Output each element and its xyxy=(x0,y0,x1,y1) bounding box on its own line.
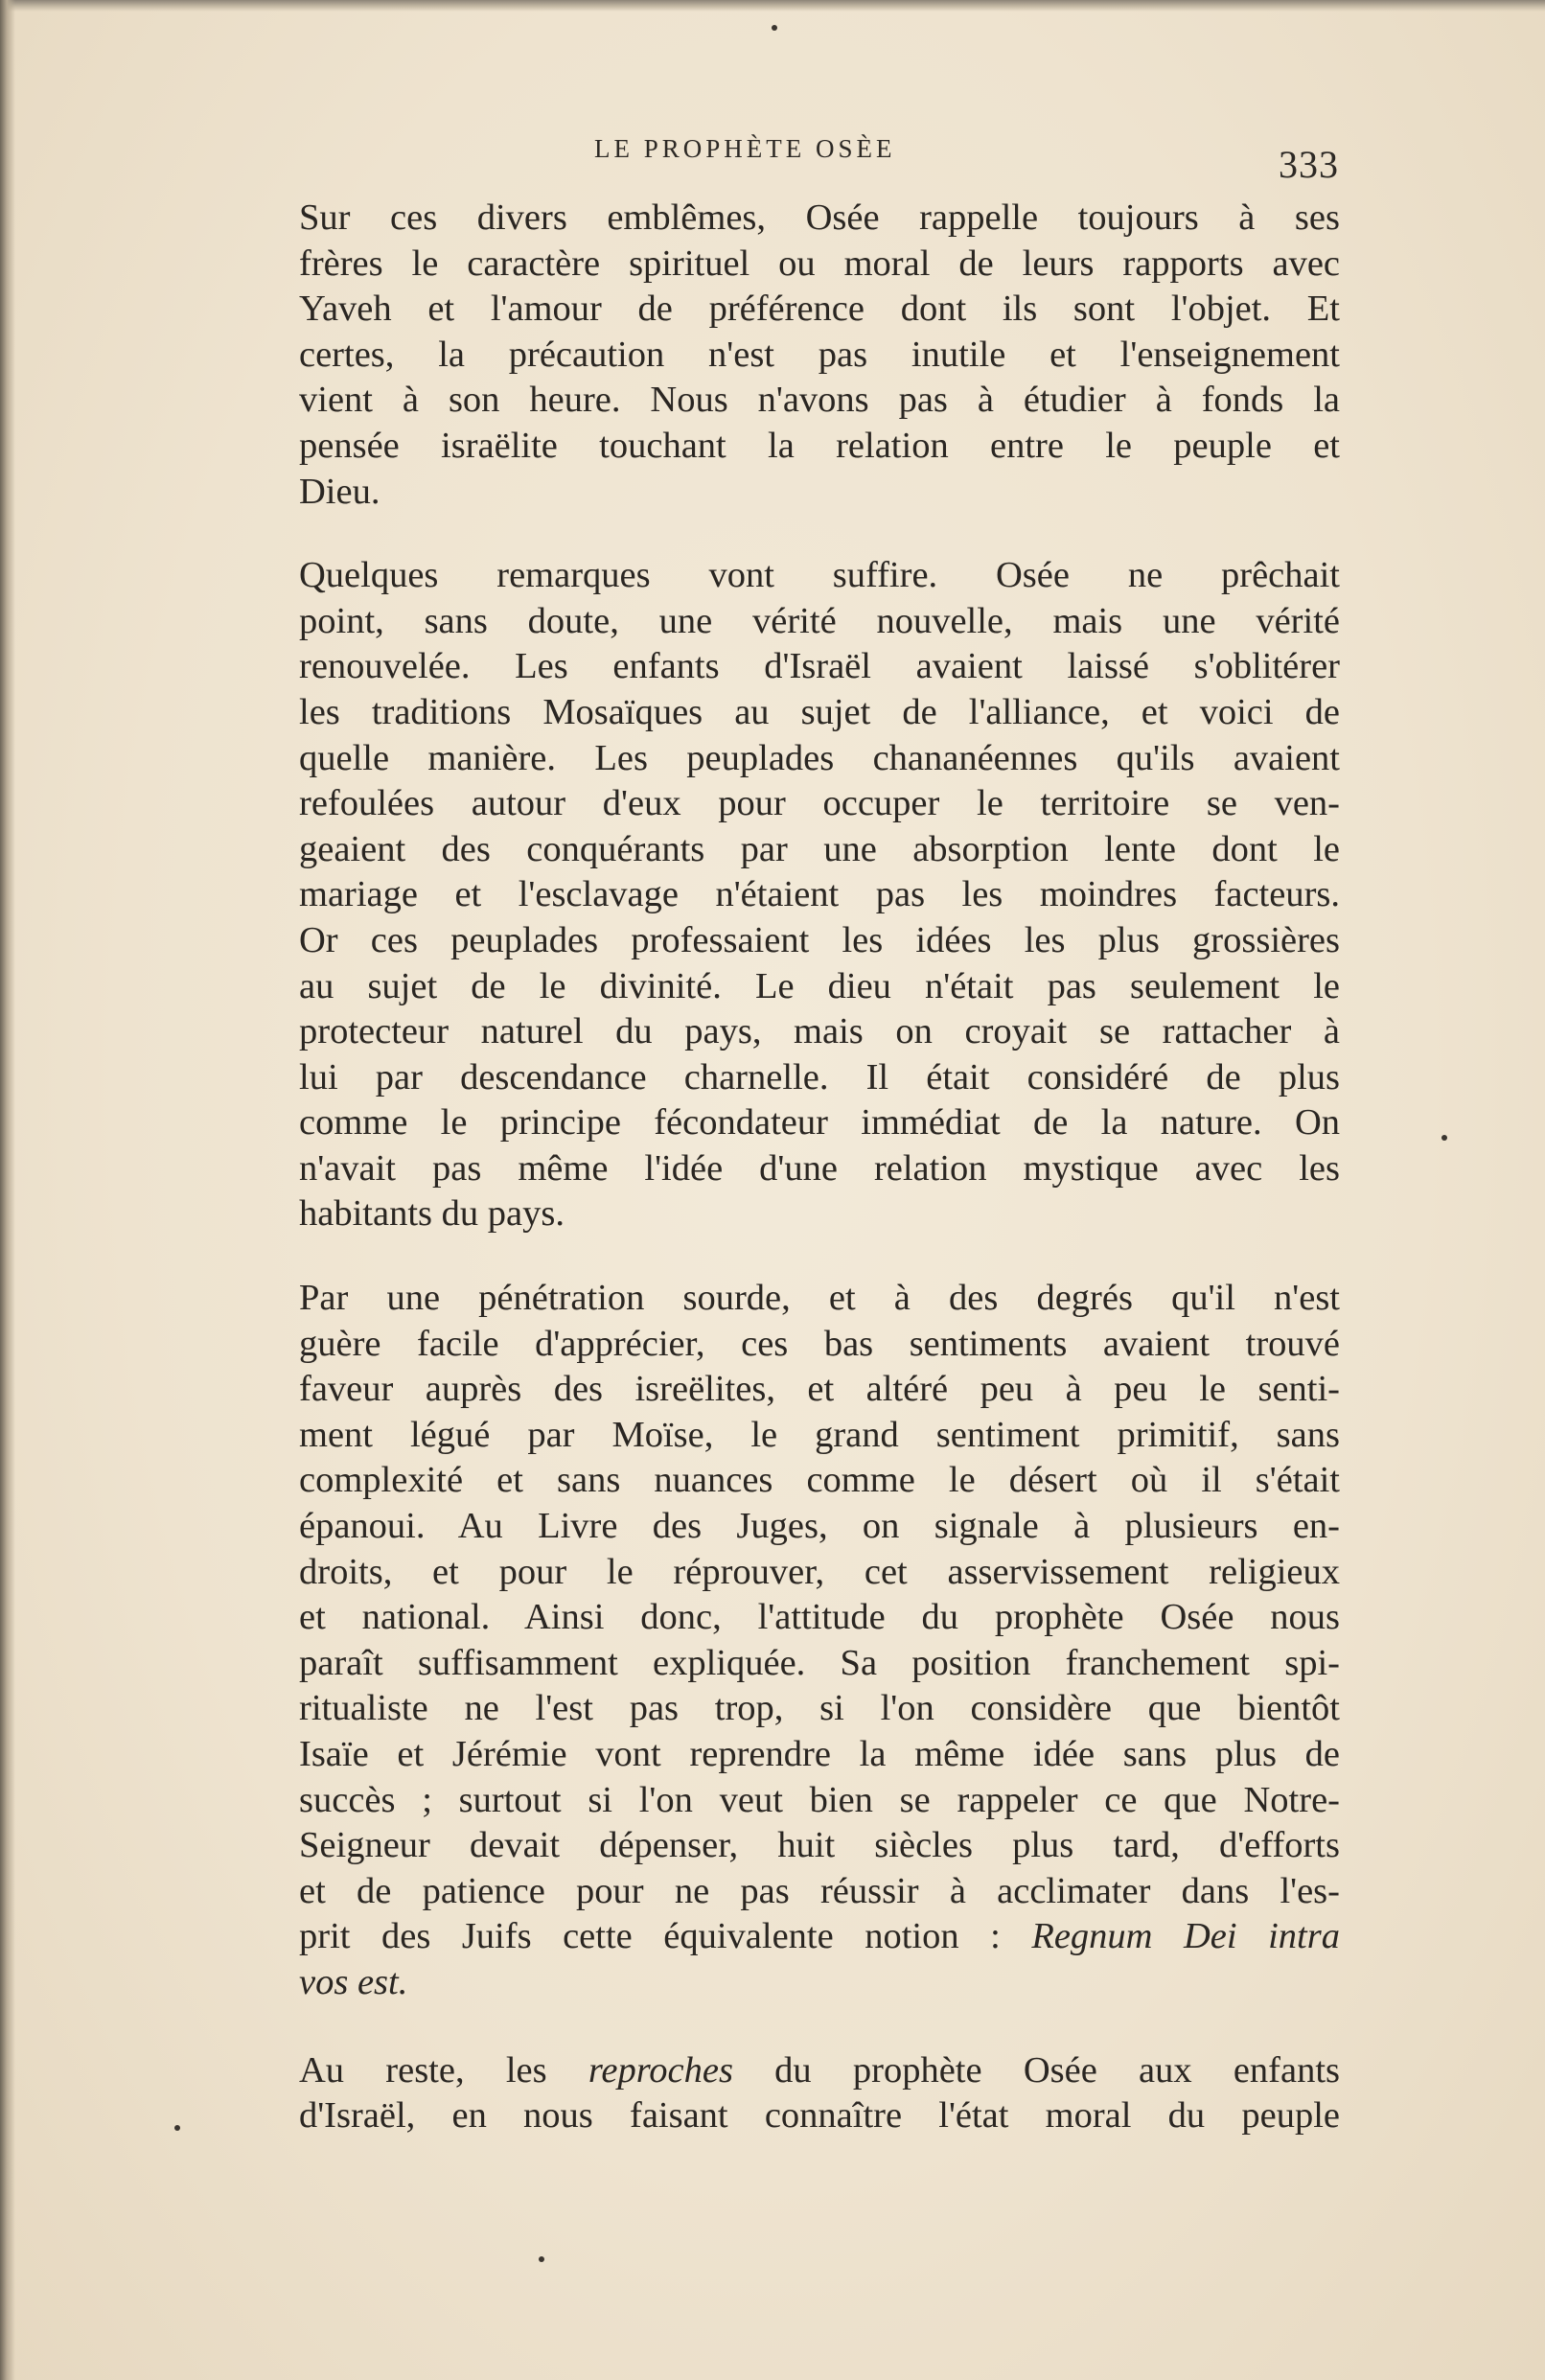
text-line: protecteur naturel du pays, mais on croyait se rattacher à xyxy=(299,1011,1340,1052)
text-line: et national. Ainsi donc, l'attitude du prophète Osée nous xyxy=(299,1597,1340,1638)
text-line: comme le principe fécondateur immédiat de la nature. On xyxy=(299,1102,1340,1144)
paragraph-1 xyxy=(203,196,1340,515)
text-line: paraît suffisamment expliquée. Sa position franchement spi- xyxy=(299,1642,1340,1683)
italic-phrase: Regnum Dei intra xyxy=(1031,1916,1340,1957)
text-line: habitants du pays. xyxy=(299,1193,565,1235)
text-line: Yaveh et l'amour de préférence dont ils sont l'objet. Et xyxy=(299,289,1340,330)
text-line: et de patience pour ne pas réussir à acclimater dans l'es- xyxy=(299,1870,1340,1911)
text-line: quelle manière. Les peuplades chananéennes qu'ils avaient xyxy=(299,737,1340,778)
paragraph-4 xyxy=(203,2048,1340,2139)
text-line: Seigneur devait dépenser, huit siècles plus tard, d'efforts xyxy=(299,1825,1340,1866)
text-line: faveur auprès des isreëlites, et altéré peu à peu le senti- xyxy=(299,1369,1340,1410)
speck xyxy=(772,25,777,31)
text-line: Or ces peuplades professaient les idées les plus grossières xyxy=(299,919,1340,960)
text-line: succès ; surtout si l'on veut bien se rappeler ce que Notre- xyxy=(299,1779,1340,1820)
text-line: ritualiste ne l'est pas trop, si l'on considère que bientôt xyxy=(299,1688,1340,1729)
text-line: point, sans doute, une vérité nouvelle, mais une vérité xyxy=(299,600,1340,641)
italic-phrase: vos est. xyxy=(299,1961,408,2002)
text-line: Dieu. xyxy=(299,471,380,512)
speck xyxy=(1441,1135,1447,1141)
text-line: pensée israëlite touchant la relation entre le peuple et xyxy=(299,425,1340,466)
text-line: complexité et sans nuances comme le désert où il s'était xyxy=(299,1460,1340,1501)
text-line: vient à son heure. Nous n'avons pas à étudier à fonds la xyxy=(299,380,1340,421)
text-line xyxy=(203,1960,1340,2006)
text-line: mariage et l'esclavage n'étaient pas les moindres facteurs. xyxy=(299,874,1340,915)
paragraph-2 xyxy=(203,553,1340,1237)
running-head: LE PROPHÈTE OSÈE xyxy=(594,134,896,163)
text-line: geaient des conquérants par une absorption lente dont le xyxy=(299,828,1340,869)
text-line: certes, la précaution n'est pas inutile et l'enseignement xyxy=(299,334,1340,375)
text-line: Par une pénétration sourde, et à des degrés qu'il n'est xyxy=(299,1278,1340,1319)
paragraph-3 xyxy=(203,1276,1340,2006)
page-number: 333 xyxy=(1279,143,1339,186)
text-line: Au reste, les reproches du prophète Osée aux enfants xyxy=(299,2049,1341,2091)
text-line: renouvelée. Les enfants d'Israël avaient laissé s'oblitérer xyxy=(299,646,1340,687)
text-line: au sujet de le divinité. Le dieu n'était pas seulement le xyxy=(299,965,1340,1006)
text-line: ment légué par Moïse, le grand sentiment primitif, sans xyxy=(299,1414,1340,1455)
text-line: prit des Juifs cette équivalente notion : Regnum Dei intra xyxy=(299,1916,1340,1957)
text-line: les traditions Mosaïques au sujet de l'alliance, et voici de xyxy=(299,691,1340,732)
text-line: Quelques remarques vont suffire. Osée ne prêchait xyxy=(299,555,1340,596)
text-line: Isaïe et Jérémie vont reprendre la même idée sans plus de xyxy=(299,1734,1340,1774)
text-line: épanoui. Au Livre des Juges, on signale à plusieurs en- xyxy=(299,1506,1340,1547)
italic-phrase: reproches xyxy=(588,2049,733,2091)
text-line: refoulées autour d'eux pour occuper le territoire se ven- xyxy=(299,783,1340,824)
body-text xyxy=(203,196,1340,2139)
page-gutter-edge xyxy=(0,0,15,2380)
text-line: Sur ces divers emblêmes, Osée rappelle toujours à ses xyxy=(299,197,1340,238)
text-line: n'avait pas même l'idée d'une relation mystique avec les xyxy=(299,1147,1340,1189)
text-line: d'Israël, en nous faisant connaître l'état moral du peuple xyxy=(299,2095,1340,2137)
text-line: frères le caractère spirituel ou moral de leurs rapports avec xyxy=(299,243,1340,284)
text-line: lui par descendance charnelle. Il était considéré de plus xyxy=(299,1056,1340,1098)
speck xyxy=(174,2125,180,2131)
speck xyxy=(539,2256,544,2262)
page-top-edge xyxy=(0,0,1545,12)
text-line: guère facile d'apprécier, ces bas sentiments avaient trouvé xyxy=(299,1323,1340,1364)
text-line: droits, et pour le réprouver, cet asservissement religieux xyxy=(299,1551,1340,1592)
